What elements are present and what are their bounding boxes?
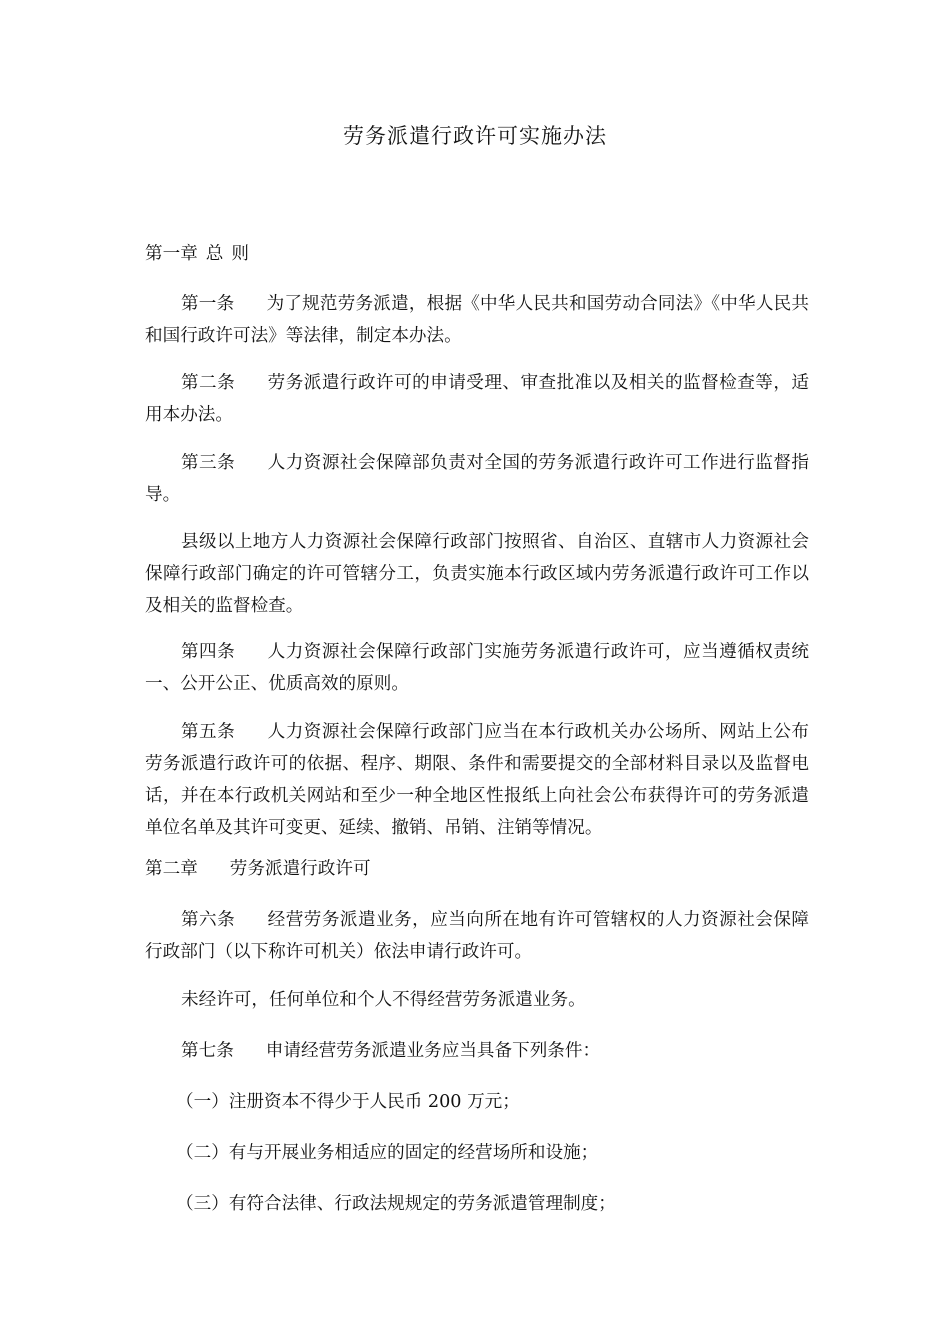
- article-3-text: 人力资源社会保障部负责对全国的劳务派遣行政许可工作进行监督指导。: [145, 453, 809, 505]
- article-7-label: 第七条: [181, 1041, 234, 1061]
- article-3: [145, 447, 809, 511]
- chapter-1-heading: [145, 238, 809, 270]
- list-item: （三）有符合法律、行政法规规定的劳务派遣管理制度；: [176, 1194, 616, 1214]
- article-6-label: 第六条: [181, 910, 236, 930]
- article-6: [145, 904, 809, 968]
- article-7-text: 申请经营劳务派遣业务应当具备下列条件：: [265, 1041, 601, 1061]
- article-3-label: 第三条: [181, 453, 236, 473]
- article-1-text: 为了规范劳务派遣，根据《中华人民共和国劳动合同法》《中华人民共和国行政许可法》等法律，制定本办法。: [145, 294, 809, 346]
- article-2: [145, 367, 809, 431]
- article-5-text: 人力资源社会保障行政部门应当在本行政机关办公场所、网站上公布劳务派遣行政许可的依据、程序、期限、条件和需要提交的全部材料目录以及监督电话，并在本行政机关网站和至少一种全地区性报纸上向社会公布获得许可的劳务派遣单位名单及其许可变更、延续、撤销、吊销、注销等情况。: [145, 722, 809, 838]
- chapter-2-heading: [145, 853, 809, 885]
- chapter-1-title-part2: 则: [231, 244, 250, 264]
- article-4-label: 第四条: [181, 642, 236, 662]
- list-item: （一）注册资本不得少于人民币 200 万元；: [176, 1092, 520, 1112]
- list-item: （二）有与开展业务相适应的固定的经营场所和设施；: [176, 1143, 599, 1163]
- chapter-2-title: 劳务派遣行政许可: [229, 859, 371, 879]
- article-2-text: 劳务派遣行政许可的申请受理、审查批准以及相关的监督检查等，适用本办法。: [145, 373, 809, 425]
- article-6-text: 经营劳务派遣业务，应当向所在地有许可管辖权的人力资源社会保障行政部门（以下称许可机关）依法申请行政许可。: [145, 910, 809, 962]
- article-3-paragraph-2: 县级以上地方人力资源社会保障行政部门按照省、自治区、直辖市人力资源社会保障行政部门确定的许可管辖分工，负责实施本行政区域内劳务派遣行政许可工作以及相关的监督检查。: [145, 532, 809, 616]
- article-2-label: 第二条: [181, 373, 236, 393]
- document-title: 劳务派遣行政许可实施办法: [343, 124, 607, 148]
- chapter-1-title-part1: 总: [205, 244, 224, 264]
- article-1-label: 第一条: [181, 294, 235, 314]
- article-1: [145, 288, 809, 352]
- chapter-1-label: 第一章: [145, 244, 198, 264]
- article-7: [145, 1035, 809, 1067]
- article-6-paragraph-2: 未经许可，任何单位和个人不得经营劳务派遣业务。: [181, 990, 586, 1010]
- article-5: [145, 716, 809, 844]
- article-5-label: 第五条: [181, 722, 236, 742]
- article-4: [145, 636, 809, 700]
- chapter-2-label: 第二章: [145, 859, 198, 879]
- article-4-text: 人力资源社会保障行政部门实施劳务派遣行政许可，应当遵循权责统一、公开公正、优质高效的原则。: [145, 642, 809, 694]
